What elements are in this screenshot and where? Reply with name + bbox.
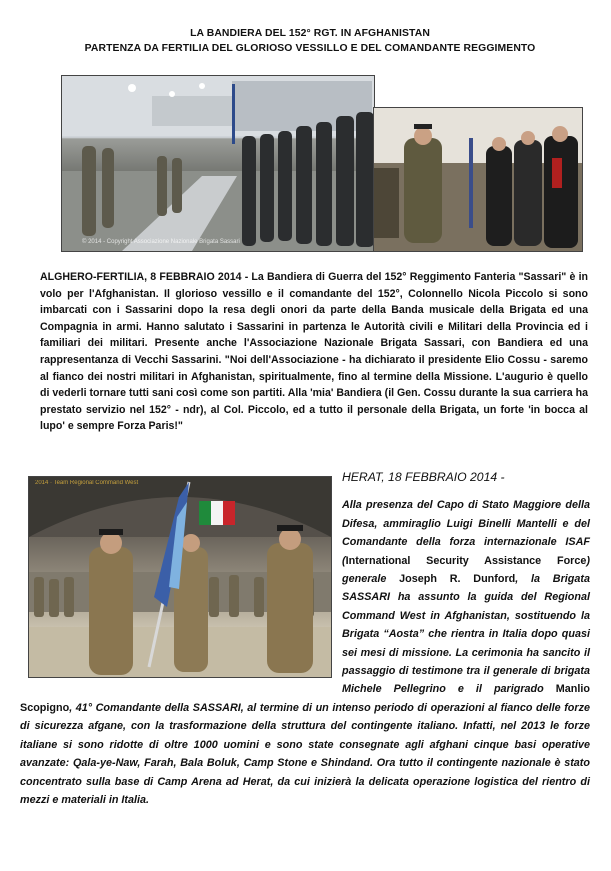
photo-departure-ceremony-hall — [61, 75, 375, 252]
photo-watermark: © 2014 - Copyright Associazione Nazionale Brigata Sassari — [82, 239, 240, 245]
article-body-part: e del Comandante della forza internazionale ISAF ( — [342, 517, 590, 567]
article-body-part: , 41° Comandante della SASSARI, al termine di un intenso periodo di operazioni al fianco delle forze di sicurezza afgane, con la trasformazione della struttura del contingente italiano. Infatti, nel 2013 le forze italiane si sono ridotte di oltre 1000 uomini e sono state consegnate agli afghani cinque basi operative avanzate: Qala-ye-Naw, Farah, Bala Boluk, Camp Stone e Shindand. Ora tutto il contingente nazionale è stato concentrato sulla base di Camp Arena ad Herat, da cui inizierà la delicata operazione logistica del rientro di mezzi e materiali in Italia. — [20, 701, 590, 806]
article-body-part: Joseph R. Dunford — [399, 573, 516, 586]
article-dateline: HERAT, 18 FEBBRAIO 2014 - — [342, 470, 505, 484]
article-body-part: Alla presenza del Capo di Stato Maggiore della Difesa, ammiraglio Luigi Binelli Mantelli — [342, 499, 590, 530]
article-body-part: ) generale — [342, 554, 590, 586]
article-body-part: Manlio Scopigno — [20, 683, 590, 714]
photo-greeting-veterans — [373, 107, 583, 252]
article-body-part: International Security Assistance Force — [345, 554, 587, 567]
headline-subtitle: PARTENZA DA FERTILIA DEL GLORIOSO VESSILLO E DEL COMANDANTE REGGIMENTO — [84, 43, 536, 54]
article-body-part: , la Brigata SASSARI ha assunto la guida del Regional Command West in Afghanistan, sostituendo la Brigata “Aosta” che rientra in Italia dopo quasi sei mesi di missione. La cerimonia ha sancito il passaggio di testimone tra il generale di brigata Michele Pellegrino e il parigrado — [342, 573, 590, 696]
photo-illustration — [374, 108, 582, 251]
article-fertilia-departure — [40, 269, 588, 435]
article-dateline: ALGHERO-FERTILIA, 8 FEBBRAIO 2014 - — [40, 271, 249, 283]
photo-illustration — [62, 76, 374, 251]
article-herat-command-transfer — [20, 468, 590, 809]
article-body: La Bandiera di Guerra del 152° Reggimento Fanteria "Sassari" è in volo per l'Afghanistan. Il glorioso vessillo e il comandante del 152°, Colonnello Nicola Piccolo si sono imbarcati con i Sassarini dopo la resa degli onori da parte della Banda musicale della Brigata ed una Compagnia in armi. Hanno salutato i Sassarini in partenza le Autorità civili e Militari della Provincia ed i familiari dei militari. Presente anche l'Associazione Nazionale Brigata Sassari, con Bandiera ed una rappresentanza di Vecchi Sassarini. "Noi dell'Associazione - ha dichiarato il presidente Elio Cossu - saremo al fianco dei nostri militari in Afghanistan, spiritualmente, fino al termine della Missione. L'augurio è quello di vederli tornare tutti sani così come son partiti. Alla 'mia' Bandiera (il Gen. Cossu durante la sua carriera ha prestato servizio nel 152° - ndr), al Col. Piccolo, ed a tutto il personale della Brigata, un forte 'in bocca al lupo' e sempre Forza Paris!" — [40, 271, 588, 433]
photo-text-wrap-space — [20, 468, 342, 690]
photo-watermark: 2014 · Team Regional Command West — [35, 480, 139, 486]
document-header — [40, 26, 580, 56]
headline-title: LA BANDIERA DEL 152° RGT. IN AFGHANISTAN — [190, 28, 430, 39]
